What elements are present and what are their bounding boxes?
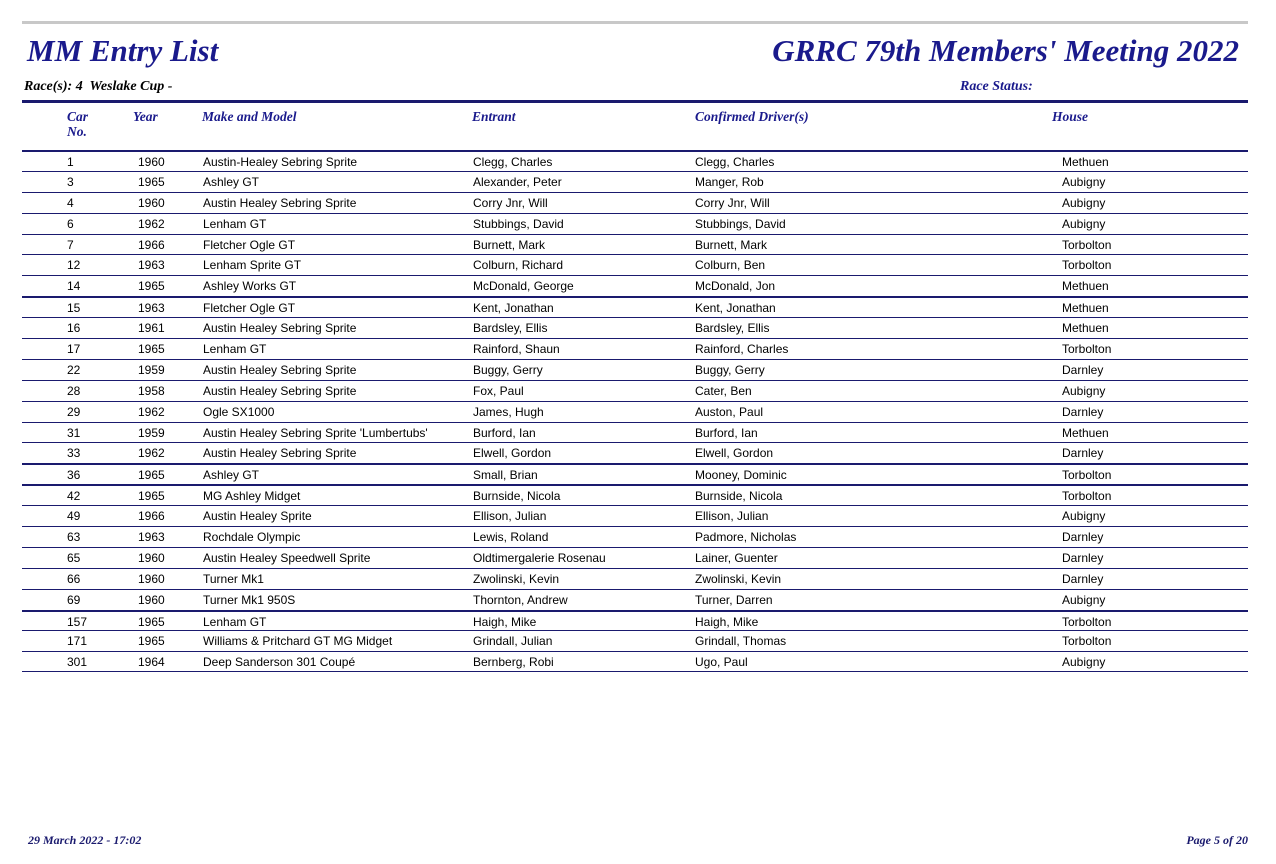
- cell-car-no: 12: [67, 258, 81, 273]
- cell-year: 1963: [138, 530, 165, 545]
- table-row: [22, 505, 1248, 526]
- cell-house: Aubigny: [1062, 655, 1106, 670]
- table-row: [22, 275, 1248, 296]
- cell-house: Aubigny: [1062, 174, 1106, 189]
- cell-driver: McDonald, Jon: [695, 279, 776, 294]
- cell-house: Darnley: [1062, 571, 1104, 586]
- table-row: [22, 254, 1248, 275]
- cell-driver: Haigh, Mike: [695, 614, 759, 629]
- cell-year: 1963: [138, 301, 165, 316]
- cell-year: 1966: [138, 237, 165, 252]
- cell-driver: Mooney, Dominic: [695, 468, 787, 483]
- cell-entrant: Clegg, Charles: [473, 155, 553, 169]
- cell-car-no: 6: [67, 216, 74, 231]
- cell-year: 1965: [138, 489, 165, 504]
- table-row: [22, 422, 1248, 443]
- cell-car-no: 157: [67, 614, 88, 629]
- cell-house: Aubigny: [1062, 216, 1106, 231]
- cell-car-no: 28: [67, 383, 81, 398]
- column-header-house: House: [1052, 109, 1089, 124]
- cell-house: Methuen: [1062, 155, 1109, 169]
- cell-year: 1960: [138, 571, 165, 586]
- cell-driver: Burnett, Mark: [695, 237, 768, 252]
- cell-entrant: Lewis, Roland: [473, 530, 549, 545]
- cell-driver: Cater, Ben: [695, 383, 752, 398]
- cell-driver: Ellison, Julian: [695, 509, 769, 524]
- cell-entrant: Corry Jnr, Will: [473, 195, 548, 210]
- cell-driver: Padmore, Nicholas: [695, 530, 797, 545]
- race-info: Race(s): 4 Weslake Cup -: [24, 79, 173, 94]
- cell-entrant: Burnett, Mark: [473, 237, 546, 252]
- cell-driver: Ugo, Paul: [695, 655, 748, 670]
- cell-year: 1960: [138, 155, 165, 169]
- cell-entrant: Ellison, Julian: [473, 509, 547, 524]
- column-header-year: Year: [133, 109, 158, 124]
- cell-entrant: McDonald, George: [473, 279, 574, 294]
- cell-car-no: 14: [67, 279, 81, 294]
- cell-driver: Manger, Rob: [695, 174, 764, 189]
- page-number: Page 5 of 20: [1186, 833, 1248, 847]
- cell-entrant: Fox, Paul: [473, 383, 524, 398]
- cell-year: 1960: [138, 550, 165, 565]
- cell-car-no: 49: [67, 509, 81, 524]
- cell-driver: Colburn, Ben: [695, 258, 766, 273]
- cell-house: Aubigny: [1062, 509, 1106, 524]
- cell-driver: Burnside, Nicola: [695, 489, 783, 504]
- cell-driver: Rainford, Charles: [695, 342, 789, 357]
- cell-make-model: Ashley Works GT: [203, 279, 297, 294]
- cell-house: Torbolton: [1062, 258, 1112, 273]
- cell-year: 1960: [138, 592, 165, 607]
- cell-house: Methuen: [1062, 321, 1109, 336]
- cell-driver: Corry Jnr, Will: [695, 195, 770, 210]
- cell-car-no: 301: [67, 655, 88, 670]
- cell-car-no: 33: [67, 446, 81, 461]
- cell-entrant: Colburn, Richard: [473, 258, 564, 273]
- cell-entrant: Rainford, Shaun: [473, 342, 560, 357]
- cell-entrant: James, Hugh: [473, 404, 544, 419]
- cell-house: Torbolton: [1062, 237, 1112, 252]
- table-row: [22, 150, 1248, 171]
- cell-entrant: Zwolinski, Kevin: [473, 571, 560, 586]
- cell-year: 1965: [138, 342, 165, 357]
- cell-make-model: Fletcher Ogle GT: [203, 301, 296, 316]
- table-row: [22, 630, 1248, 651]
- cell-make-model: MG Ashley Midget: [203, 489, 301, 504]
- cell-make-model: Ashley GT: [203, 468, 260, 483]
- cell-driver: Bardsley, Ellis: [695, 321, 770, 336]
- cell-driver: Stubbings, David: [695, 216, 786, 231]
- cell-entrant: Burnside, Nicola: [473, 489, 561, 504]
- cell-entrant: Stubbings, David: [473, 216, 564, 231]
- cell-year: 1965: [138, 279, 165, 294]
- column-header-car-no: [67, 109, 88, 139]
- table-row: [22, 192, 1248, 213]
- cell-make-model: Austin-Healey Sebring Sprite: [203, 155, 358, 169]
- table-row: [22, 526, 1248, 547]
- table-row: [22, 463, 1248, 484]
- cell-year: 1963: [138, 258, 165, 273]
- cell-make-model: Austin Healey Sebring Sprite: [203, 321, 357, 336]
- cell-driver: Turner, Darren: [695, 592, 773, 607]
- cell-driver: Elwell, Gordon: [695, 446, 774, 461]
- table-row: [22, 484, 1248, 505]
- cell-house: Aubigny: [1062, 592, 1106, 607]
- cell-make-model: Turner Mk1: [203, 571, 264, 586]
- cell-house: Torbolton: [1062, 489, 1112, 504]
- table-row: [22, 338, 1248, 359]
- cell-year: 1959: [138, 362, 165, 377]
- cell-house: Torbolton: [1062, 468, 1112, 483]
- cell-car-no: 16: [67, 321, 81, 336]
- cell-make-model: Austin Healey Sprite: [203, 509, 312, 524]
- table-row: [22, 171, 1248, 192]
- cell-entrant: Buggy, Gerry: [473, 362, 543, 377]
- cell-car-no: 7: [67, 237, 74, 252]
- cell-entrant: Elwell, Gordon: [473, 446, 552, 461]
- cell-make-model: Austin Healey Sebring Sprite: [203, 446, 357, 461]
- table-row: [22, 651, 1248, 672]
- cell-house: Darnley: [1062, 550, 1104, 565]
- table-row: [22, 568, 1248, 589]
- column-header-driver: Confirmed Driver(s): [695, 109, 809, 124]
- cell-house: Darnley: [1062, 446, 1104, 461]
- cell-car-no: 3: [67, 174, 74, 189]
- cell-driver: Burford, Ian: [695, 425, 758, 440]
- table-row: [22, 610, 1248, 631]
- cell-make-model: Ashley GT: [203, 174, 260, 189]
- cell-entrant: Burford, Ian: [473, 425, 536, 440]
- header-rule: [22, 100, 1248, 103]
- cell-make-model: Austin Healey Sebring Sprite: [203, 195, 357, 210]
- cell-year: 1960: [138, 195, 165, 210]
- cell-year: 1965: [138, 634, 165, 649]
- cell-year: 1962: [138, 446, 165, 461]
- cell-house: Methuen: [1062, 425, 1109, 440]
- cell-car-no: 65: [67, 550, 81, 565]
- cell-house: Darnley: [1062, 362, 1104, 377]
- table-row: [22, 547, 1248, 568]
- cell-make-model: Rochdale Olympic: [203, 530, 301, 545]
- cell-make-model: Lenham GT: [203, 216, 267, 231]
- cell-make-model: Austin Healey Sebring Sprite: [203, 383, 357, 398]
- cell-make-model: Deep Sanderson 301 Coupé: [203, 655, 356, 670]
- cell-driver: Kent, Jonathan: [695, 301, 776, 316]
- cell-house: Aubigny: [1062, 195, 1106, 210]
- cell-make-model: Lenham GT: [203, 614, 267, 629]
- cell-entrant: Haigh, Mike: [473, 614, 537, 629]
- cell-house: Darnley: [1062, 530, 1104, 545]
- cell-car-no: 66: [67, 571, 81, 586]
- cell-driver: Zwolinski, Kevin: [695, 571, 782, 586]
- cell-make-model: Williams & Pritchard GT MG Midget: [203, 634, 393, 649]
- cell-year: 1964: [138, 655, 165, 670]
- cell-car-no: 22: [67, 362, 81, 377]
- cell-house: Methuen: [1062, 301, 1109, 316]
- meeting-title: GRRC 79th Members' Meeting 2022: [772, 33, 1239, 68]
- cell-car-no: 15: [67, 301, 81, 316]
- cell-make-model: Austin Healey Speedwell Sprite: [203, 550, 371, 565]
- table-row: [22, 317, 1248, 338]
- cell-driver: Grindall, Thomas: [695, 634, 787, 649]
- cell-car-no: 29: [67, 404, 81, 419]
- cell-driver: Buggy, Gerry: [695, 362, 765, 377]
- cell-year: 1962: [138, 216, 165, 231]
- table-row: [22, 442, 1248, 463]
- cell-car-no: 63: [67, 530, 81, 545]
- cell-entrant: Kent, Jonathan: [473, 301, 554, 316]
- cell-year: 1962: [138, 404, 165, 419]
- cell-entrant: Bernberg, Robi: [473, 655, 554, 670]
- cell-year: 1966: [138, 509, 165, 524]
- table-row: [22, 296, 1248, 317]
- table-row: [22, 589, 1248, 610]
- cell-make-model: Fletcher Ogle GT: [203, 237, 296, 252]
- cell-driver: Lainer, Guenter: [695, 550, 778, 565]
- cell-house: Darnley: [1062, 404, 1104, 419]
- column-header-car-line1: Car: [67, 109, 89, 124]
- cell-year: 1965: [138, 468, 165, 483]
- cell-make-model: Ogle SX1000: [203, 404, 275, 419]
- cell-make-model: Turner Mk1 950S: [203, 592, 296, 607]
- cell-year: 1958: [138, 383, 165, 398]
- cell-make-model: Lenham GT: [203, 342, 267, 357]
- cell-year: 1961: [138, 321, 165, 336]
- cell-house: Aubigny: [1062, 383, 1106, 398]
- column-header-car-line2: No.: [67, 124, 87, 139]
- cell-year: 1965: [138, 174, 165, 189]
- cell-year: 1965: [138, 614, 165, 629]
- table-row: [22, 234, 1248, 255]
- cell-entrant: Grindall, Julian: [473, 634, 553, 649]
- cell-car-no: 17: [67, 342, 81, 357]
- cell-car-no: 4: [67, 195, 74, 210]
- column-header-entrant: Entrant: [472, 109, 516, 124]
- cell-house: Torbolton: [1062, 634, 1112, 649]
- cell-car-no: 1: [67, 155, 74, 169]
- cell-entrant: Alexander, Peter: [473, 174, 562, 189]
- print-timestamp: 29 March 2022 - 17:02: [28, 833, 142, 847]
- top-rule: [22, 21, 1248, 24]
- table-row: [22, 380, 1248, 401]
- cell-house: Torbolton: [1062, 342, 1112, 357]
- document-title: MM Entry List: [27, 33, 219, 68]
- table-row: [22, 213, 1248, 234]
- cell-entrant: Bardsley, Ellis: [473, 321, 548, 336]
- cell-entrant: Oldtimergalerie Rosenau: [473, 550, 606, 565]
- cell-make-model: Austin Healey Sebring Sprite: [203, 362, 357, 377]
- cell-car-no: 31: [67, 425, 81, 440]
- race-status-label: Race Status:: [960, 79, 1033, 94]
- cell-driver: Clegg, Charles: [695, 155, 775, 169]
- cell-house: Torbolton: [1062, 614, 1112, 629]
- cell-car-no: 42: [67, 489, 81, 504]
- cell-year: 1959: [138, 425, 165, 440]
- cell-make-model: Austin Healey Sebring Sprite 'Lumbertubs': [203, 425, 428, 440]
- table-row: [22, 401, 1248, 422]
- table-row: [22, 359, 1248, 380]
- cell-driver: Auston, Paul: [695, 404, 764, 419]
- column-header-make-model: Make and Model: [202, 109, 297, 124]
- cell-car-no: 36: [67, 468, 81, 483]
- cell-car-no: 171: [67, 634, 88, 649]
- entry-table: [22, 150, 1248, 672]
- cell-car-no: 69: [67, 592, 81, 607]
- cell-entrant: Thornton, Andrew: [473, 592, 568, 607]
- cell-house: Methuen: [1062, 279, 1109, 294]
- cell-entrant: Small, Brian: [473, 468, 538, 483]
- cell-make-model: Lenham Sprite GT: [203, 258, 302, 273]
